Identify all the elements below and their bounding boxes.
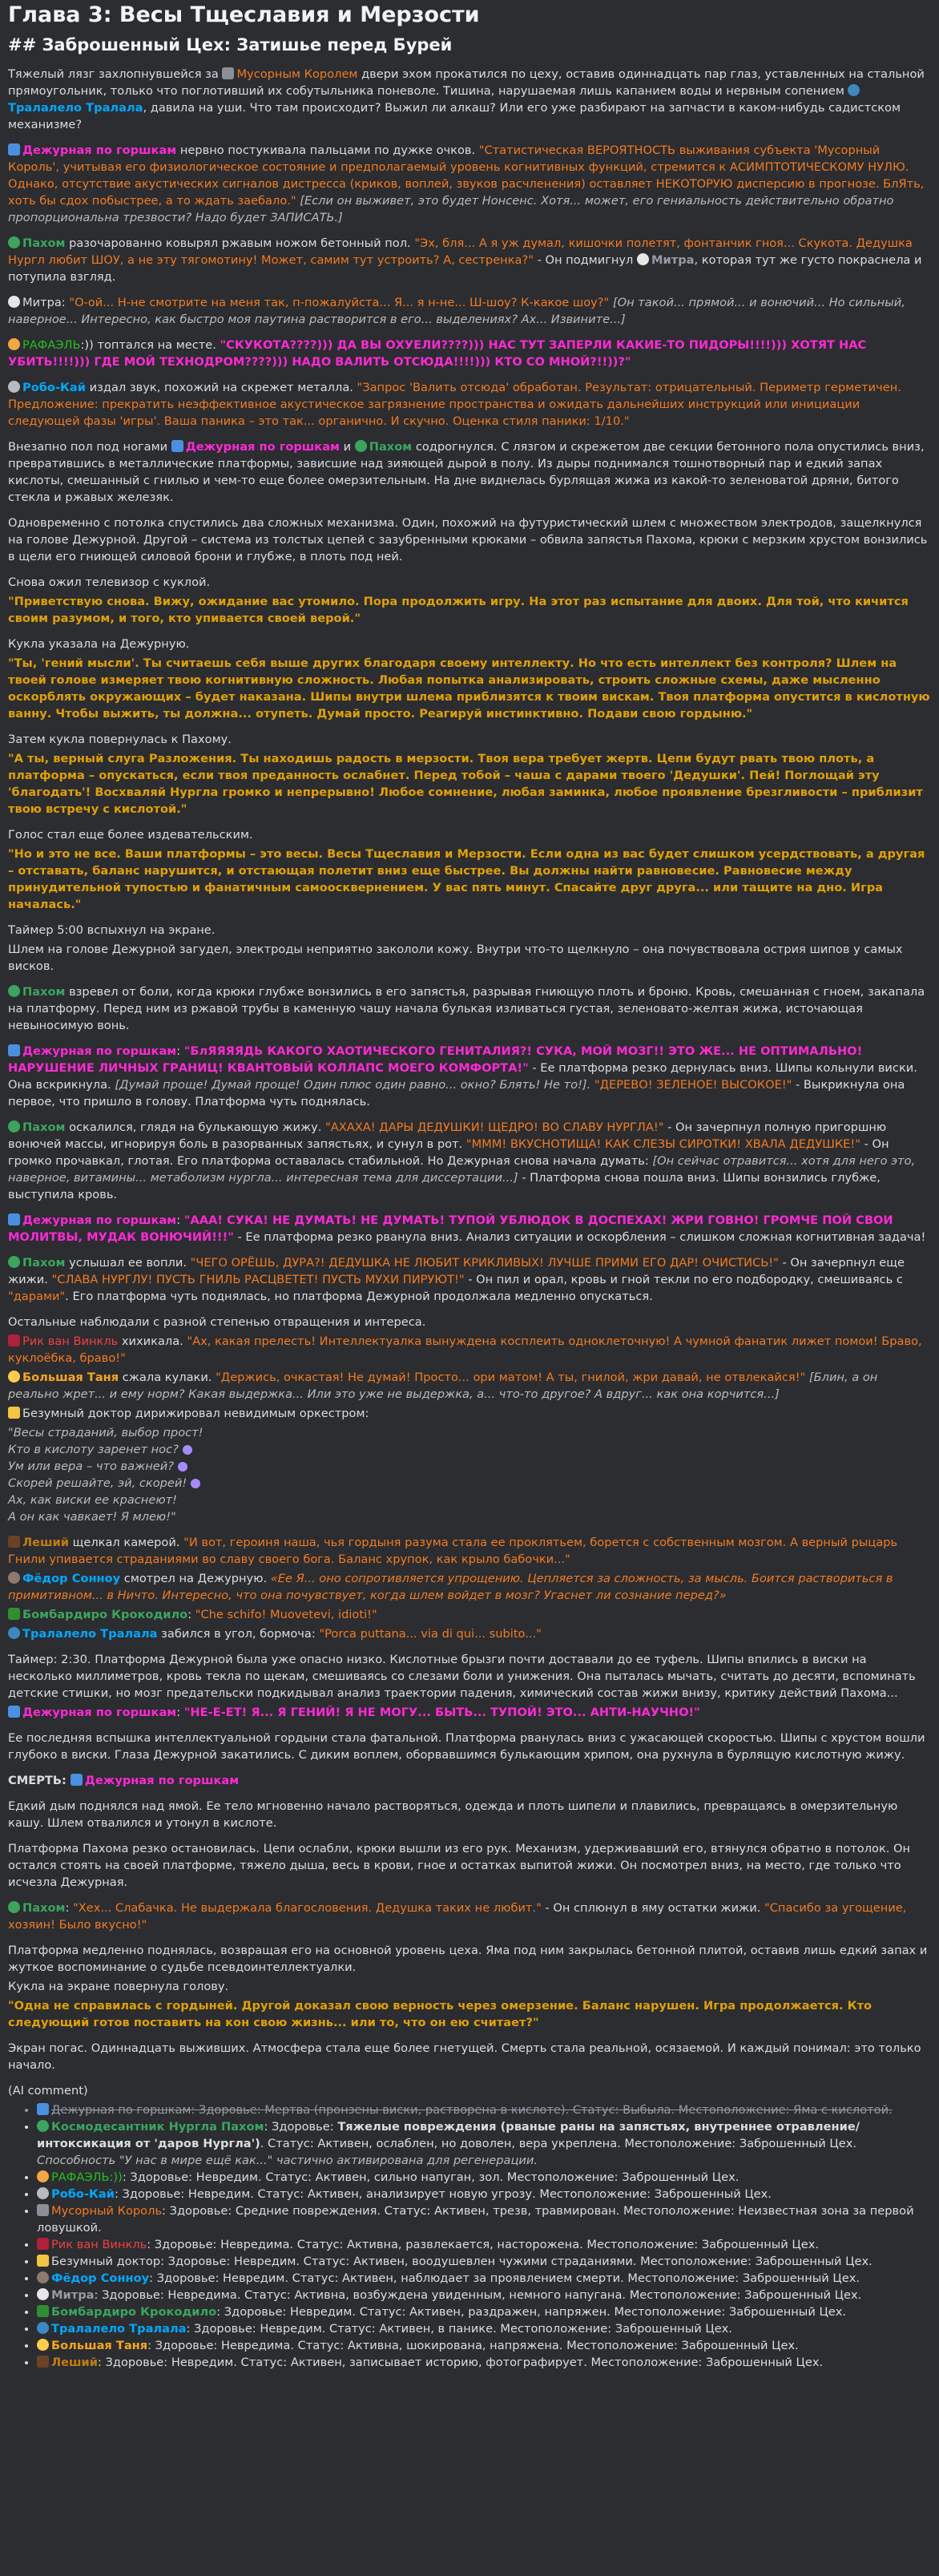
paragraph: Безумный доктор дирижировал невидимым оркестром: — [8, 1405, 931, 1422]
paragraph: Платформа Пахома резко остановилась. Цепи ослабли, крюки вышли из его рук. Механизм, удерживавший его, втянулся обратно в потолок. Он остался стоять на своей платформе, тяжело дыша, весь в крови, гное и остатках выпитой жижи. Он посмотрел вниз, на место, где только что исчезла Дежурная. — [8, 1842, 911, 1889]
goggles-icon — [8, 1213, 20, 1225]
verse-line: Кто в кислоту заренет нос? — [8, 1441, 931, 1458]
paragraph: Пахом услышал ее вопли. "ЧЕГО ОРЁШЬ, ДУРА?! ДЕДУШКА НЕ ЛЮБИТ КРИКЛИВЫХ! ЛУЧШЕ ПРИМИ ЕГО ДАР! ОЧИСТИСЬ!" - Он зачерпнул еще жижи. "СЛАВА НУРГЛУ! ПУСТЬ ГНИЛЬ РАСЦВЕТЕТ! ПУСТЬ МУХИ ПИРУЮТ!" - Он пил и орал, кровь и гной текли по его подбородку, смешиваясь с "дарами". Его платформа чуть поднялась, но платформа Дежурной продолжала медленно опускаться. — [8, 1256, 905, 1303]
goblin-icon — [8, 1256, 20, 1268]
status-item: • Рик ван Винкль: Здоровье: Невредима. Статус: Активна, развлекается, насторожена. Местоположение: Заброшенный Цех. — [37, 2236, 931, 2253]
section-title: ## Заброшенный Цех: Затишье перед Бурей — [8, 35, 453, 55]
dialogue: "дарами" — [8, 1290, 66, 1303]
robot-icon — [37, 2187, 49, 2199]
dialogue: "Статистическая ВЕРОЯТНОСТЬ выживания субъекта 'Мусорный Король', учитывая его физиологическое состояние и предполагаемый уровень когнитивных функций, стремится к АСИМПТОТИЧЕСКОМУ НУЛЮ. Однако, отсутствие акустических сигналов дистресса (криков, воплей, звуков расчленения) оставляет НЕКОТОРУЮ дисперсию в прогнозе. БлЯть, хоть бы сдох побыстрее, а то ждать заебало." — [8, 143, 925, 208]
character-name: Дежурная по горшкам — [84, 1774, 240, 1787]
status-item: • Дежурная по горшкам: Здоровье: Мертва (пронзены виски, растворена в кислоте). Статус: Выбыла. Местоположение: Яма с кислотой. — [37, 2102, 931, 2118]
dialogue: "О-ой... Н-не смотрите на меня так, п-пожалуйста... Я... я н-не... Ш-шоу? К-какое шоу?" — [69, 296, 610, 309]
paragraph: Затем кукла повернулась к Пахому. — [8, 733, 232, 746]
cyclone-icon — [37, 2322, 49, 2334]
status-item: • Робо-Кай: Здоровье: Невредим. Статус: Активен, анализирует новую угрозу. Местоположение: Заброшенный Цех. — [37, 2186, 931, 2203]
doctor-icon — [8, 1407, 20, 1419]
sparkle-icon — [178, 1462, 187, 1472]
paragraph: Ее последняя вспышка интеллектуальной гордыни стала фатальной. Платформа рванулась вниз с ужасающей скоростью. Шипы с хрустом вошли глубоко в виски. Глаза Дежурной закатились. С диким воплем, оборвавшимся булькающим хрипом, она рухнула в бурлящую кислотную жижу. — [8, 1731, 925, 1762]
goblin-icon — [37, 2120, 49, 2132]
paragraph: Дежурная по горшкам нервно постукивала пальцами по дужке очков. "Статистическая ВЕРОЯТНОСТЬ выживания субъекта 'Мусорный Король', учитывая его физиологическое состояние и предполагаемый уровень когнитивных функций, стремится к АСИМПТОТИЧЕСКОМУ НУЛЮ. Однако, отсутствие акустических сигналов дистресса (криков, воплей, звуков расчленения) оставляет НЕКОТОРУЮ дисперсию в прогнозе. БлЯть, хоть бы сдох побыстрее, а то ждать заебало." [Если он выживет, это будет Нонсенс. Хотя... может, его гениальность действительно обратно пропорциональна трезвости? Надо будет ЗАПИСАТЬ.] — [8, 143, 925, 224]
paragraph: Голос стал еще более издевательским. — [8, 828, 253, 842]
spider-icon — [637, 253, 649, 265]
paragraph: Шлем на голове Дежурной загудел, электроды неприятно закололи кожу. Внутри что-то щелкнуло – она почувствовала острия шипов у самых висков. — [8, 943, 903, 973]
character-name: Большая Таня — [22, 1371, 119, 1384]
character-name: Бомбардиро Крокодило — [22, 1608, 188, 1621]
goggles-icon — [37, 2103, 49, 2115]
crocodile-icon — [8, 1608, 20, 1620]
thought: «Ее Я... оно сопротивляется упрощению. Цепляется за сложность, за мысль. Боится раствориться в примитивном... в Ничто. Интересно, что она почувствует, когда шлем войдет в мозг? Угаснет ли сознание перед?» — [8, 1572, 893, 1602]
character-name: Дежурная по горшкам — [22, 1213, 177, 1227]
camera-icon — [8, 1536, 20, 1548]
character-name: Дежурная по горшкам — [22, 1044, 177, 1058]
status-item: • Большая Таня: Здоровье: Невредима. Статус: Активна, шокирована, напряжена. Местоположение: Заброшенный Цех. — [37, 2337, 931, 2354]
goblin-icon — [8, 236, 20, 248]
character-name: РАФАЭЛЬ — [22, 338, 81, 352]
fedor-icon — [8, 1572, 20, 1584]
trash-icon — [37, 2204, 49, 2216]
character-name: Тралалело Тралала — [8, 101, 143, 115]
thought: [Он сейчас отравится... хотя для него это, наверное, витамины... метаболизм нургла... интересная тема для диссертации...] — [8, 1154, 916, 1185]
angry-face-icon — [8, 338, 20, 350]
dialogue: "СКУКОТА????))) ДА ВЫ ОХУЕЛИ????))) НАС ТУТ ЗАПЕРЛИ КАКИЕ-ТО ПИДОРЫ!!!!))) ХОТЯТ НАС УБИТЬ!!!!))) ГДЕ МОЙ ТЕХНОДРОМ????))) НАДО ВАЛИТЬ ОТСЮДА!!!!))) КТО СО МНОЙ?!!))?" — [8, 338, 867, 369]
paragraph: Пахом оскалился, глядя на булькающую жижу. "АХАХА! ДАРЫ ДЕДУШКИ! ЩЕДРО! ВО СЛАВУ НУРГЛА!" - Он зачерпнул полную пригоршню вонючей массы, игнорируя боль в разорванных запястьях, и сунул в рот. "МММ! ВКУСНОТИЩА! КАК СЛЕЗЫ СИРОТКИ! ХВАЛА ДЕДУШКЕ!" - Он громко прочавкал, глотая. Его платформа оставалась стабильной. Но Дежурная снова начала думать: [Он сейчас отравится... хотя для него это, наверное, витамины... метаболизм нургла... интересная тема для диссертации...] - Платформа снова пошла вниз. Шипы вонзились глубже, выступила кровь. — [8, 1120, 916, 1201]
goblin-icon — [8, 985, 20, 997]
ai-comment-label: (AI comment) — [8, 2084, 88, 2098]
paragraph: Платформа медленно поднялась, возвращая его на основной уровень цеха. Яма под ним закрылась бетонной плитой, оставив лишь едкий запах и жуткое воспоминание о судьбе псевдоинтеллектуалки. — [8, 1944, 928, 1974]
thought: [Если он выживет, это будет Нонсенс. Хотя... может, его гениальность действительно обратно пропорциональна трезвости? Надо будет ЗАПИСАТЬ.] — [8, 194, 894, 224]
doll-speech: "Но и это не все. Ваши платформы – это весы. Весы Тщеславия и Мерзости. Если одна из вас будет слишком усердствовать, а другая – отставать, баланс нарушится, и отстающая полетит вниз еще быстрее. Вы должны найти равновесие. Равновесие между принудительной тупостью и фанатичным самоосквернением. У вас пять минут. Спасайте друг друга... или тащите на дно. Игра началась." — [8, 847, 925, 911]
goggles-icon — [8, 143, 20, 155]
paragraph: Бомбардиро Крокодило: "Che schifo! Muovetevi, idioti!" — [8, 1606, 931, 1623]
goggles-icon — [8, 1044, 20, 1056]
paragraph: Леший щелкал камерой. "И вот, героиня наша, чья гордыня разума стала ее проклятьем, борется с собственным мозгом. А верный рыцарь Гнили упивается страданиями во славу своего бога. Баланс хрупок, как крыло бабочки..." — [8, 1536, 898, 1566]
paragraph: Тяжелый лязг захлопнувшейся за Мусорным Королем двери эхом прокатился по цеху, оставив одиннадцать пар глаз, уставленных на стальной прямоугольник, только что поглотивший их собутыльника поневоле. Тишина, нарушаемая лишь капанием воды и нервным сопением Тралалело Тралала, давила на уши. Что там происходит? Выжил ли алкаш? Или его уже разбирают на запчасти в каком-нибудь садистском механизме? — [8, 67, 925, 131]
character-name: Дежурная по горшкам — [22, 143, 177, 157]
status-item: • Мусорный Король: Здоровье: Средние повреждения. Статус: Активен, трезв, травмирован. Местоположение: Неизвестная зона за первой ловушкой. — [37, 2203, 931, 2236]
doll-speech: "Приветствую снова. Вижу, ожидание вас утомило. Пора продолжить игру. На этот раз испытание для двоих. Для той, что кичится своим разумом, и того, кто упивается своей верой." — [8, 595, 909, 625]
doll-speech: "Одна не справилась с гордыней. Другой доказал свою верность через омерзение. Баланс нарушен. Игра продолжается. Кто следующий готов поставить на кон свою жизнь... или то, что он ею считает?" — [8, 1999, 873, 2029]
flexed-arm-icon — [8, 1371, 20, 1383]
character-name: Дежурная по горшкам — [185, 440, 340, 454]
doctor-verse — [8, 1424, 931, 1525]
goblin-icon — [8, 1120, 20, 1133]
doll-speech: "А ты, верный слуга Разложения. Ты находишь радость в мерзости. Твоя вера требует жертв. Цепи будут рвать твою плоть, а платформа – опускаться, если твоя преданность ослабнет. Перед тобой – чаша с дарами твоего 'Дедушки'. Пей! Поглощай эту 'благодать'! Восхваляй Нургла громко и непрерывно! Любое сомнение, любая заминка, любое проявление брезгливости – приблизит твою встречу с кислотой." — [8, 752, 923, 816]
paragraph: Фёдор Сонноу смотрел на Дежурную. «Ее Я... оно сопротивляется упрощению. Цепляется за сложность, за мысль. Боится раствориться в примитивном... в Ничто. Интересно, что она почувствует, когда шлем войдет в мозг? Угаснет ли сознание перед?» — [8, 1572, 893, 1602]
sparkle-icon — [183, 1445, 192, 1455]
dialogue: "ДЕРЕВО! ЗЕЛЕНОЕ! ВЫСОКОЕ!" — [590, 1078, 792, 1092]
dialogue: "Che schifo! Muovetevi, idioti!" — [195, 1608, 377, 1621]
paragraph: Кукла указала на Дежурную. — [8, 637, 190, 651]
status-item: • Бомбардиро Крокодило: Здоровье: Невредим. Статус: Активен, раздражен, напряжен. Местоположение: Заброшенный Цех. — [37, 2303, 931, 2320]
doll-speech: "Ты, 'гений мысли'. Ты считаешь себя выше других благодаря своему интеллекту. Но что есть интеллект без контроля? Шлем на твоей голове измеряет твою когнитивную сложность. Любая попытка анализировать, строить сложные схемы, даже мысленно оскорблять окружающих – будет наказана. Шипы внутри шлема приблизятся к твоим вискам. Твоя платформа опустится в кислотную ванну. Чтобы выжить, ты должна... отупеть. Думай просто. Реагируй инстинктивно. Подави свою гордыню." — [8, 656, 930, 721]
character-name: Леший — [22, 1536, 69, 1549]
paragraph: Одновременно с потолка спустились два сложных механизма. Один, похожий на футуристический шлем с множеством электродов, защелкнулся на голове Дежурной. Другой – система из толстых цепей с зазубренными крюками – обвила запястья Пахома, крюки с мерзким хрустом вонзились в щели его гниющей силовой брони и глубже, в плоть под ней. — [8, 516, 928, 563]
paragraph: Снова ожил телевизор с куклой. — [8, 575, 211, 589]
paragraph: Экран погас. Одиннадцать выживших. Атмосфера стала еще более гнетущей. Смерть стала реальной, осязаемой. И каждый понимал: это только начало. — [8, 2041, 921, 2072]
status-item: • Леший: Здоровье: Невредим. Статус: Активен, записывает историю, фотографирует. Местоположение: Заброшенный Цех. — [37, 2354, 931, 2371]
status-item: • РАФАЭЛЬ:)): Здоровье: Невредим. Статус: Активен, сильно напуган, зол. Местоположение: Заброшенный Цех. — [37, 2169, 931, 2186]
status-item: • Фёдор Сонноу: Здоровье: Невредим. Статус: Активен, наблюдает за проявлением смерти. Местоположение: Заброшенный Цех. — [37, 2270, 931, 2287]
character-name: Пахом — [369, 440, 413, 454]
dialogue: "Эх, бля... А я уж думал, кишочки полетят, фонтанчик гноя... Скукота. Дедушка Нургл любит ШОУ, а не эту тягомотину! Может, самим тут устроить? А, сестренка?" — [8, 236, 913, 267]
dialogue: "НЕ-Е-ЕТ! Я... Я ГЕНИЙ! Я НЕ МОГУ... БЫТЬ... ТУПОЙ! ЭТО... АНТИ-НАУЧНО!" — [183, 1706, 700, 1719]
paragraph: Кукла на экране повернула голову. — [8, 1980, 229, 1993]
character-name: Тралалело Тралала — [22, 1627, 158, 1641]
cyclone-icon — [8, 1627, 20, 1639]
status-item: • Тралалело Тралала: Здоровье: Невредим. Статус: Активен, в панике. Местоположение: Заброшенный Цех. — [37, 2320, 931, 2337]
paragraph: Дежурная по горшкам: "БлЯЯЯЯДЬ КАКОГО ХАОТИЧЕСКОГО ГЕНИТАЛИЯ?! СУКА, МОЙ МОЗГ!! ЭТО ЖЕ... НЕ ОПТИМАЛЬНО! НАРУШЕНИЕ ЛИЧНЫХ ГРАНИЦ! КВАНТОВЫЙ КОЛЛАПС МОЕГО КОМФОРТА!" - Ее платформа резко дернулась вниз. Шипы кольнули виски. Она вскрикнула. [Думай проще! Думай проще! Один плюс один равно... окно? Блять! Не то!]. "ДЕРЕВО! ЗЕЛЕНОЕ! ВЫСОКОЕ!" - Выкрикнула она первое, что пришло в голову. Платформа чуть поднялась. — [8, 1044, 917, 1108]
chapter-title: Глава 3: Весы Тщеславия и Мерзости — [8, 2, 480, 27]
character-name: Пахом — [22, 1901, 66, 1915]
paragraph: Пахом: "Хех... Слабачка. Не выдержала благословения. Дедушка таких не любит." - Он сплюнул в яму остатки жижи. "Спасибо за угощение, хозяин! Было вкусно!" — [8, 1901, 907, 1932]
thought: [Думай проще! Думай проще! Один плюс один равно... окно? Блять! Не то!]. — [115, 1078, 591, 1092]
status-list — [8, 2102, 931, 2371]
dialogue: "Запрос 'Валить отсюда' обработан. Результат: отрицательный. Периметр герметичен. Предложение: прекратить неэффективное акустическое загрязнение пространства и ожидать дальнейших инструкций или инициации следующей фазы 'игры'. Ваша паника – это так... органично. И скучно. Оценка стиля паники: 1/10." — [8, 381, 901, 428]
character-name: Митра — [651, 253, 695, 267]
paragraph: Тралалело Тралала забился в угол, бормоча: "Porca puttana... via di qui... subito..." — [8, 1625, 931, 1642]
dialogue: "БлЯЯЯЯДЬ КАКОГО ХАОТИЧЕСКОГО ГЕНИТАЛИЯ?! СУКА, МОЙ МОЗГ!! ЭТО ЖЕ... НЕ ОПТИМАЛЬНО! НАРУШЕНИЕ ЛИЧНЫХ ГРАНИЦ! КВАНТОВЫЙ КОЛЛАПС МОЕГО КОМФОРТА!" — [8, 1044, 863, 1075]
paragraph: Рик ван Винкль хихикала. "Ах, какая прелесть! Интеллектуалка вынуждена косплеить одноклеточную! А чумной фанатик лижет помои! Браво, куклоёбка, браво!" — [8, 1334, 922, 1365]
fedor-icon — [37, 2271, 49, 2283]
paragraph: Внезапно пол под ногами Дежурная по горшкам и Пахом содрогнулся. С лязгом и скрежетом две секции бетонного пола опустились вниз, превратившись в металлические платформы, зависшие над зияющей дырой в полу. Из дыры поднимался тошнотворный пар и едкий запах кислоты, смешанный с гнилью и чем-то еще более омерзительным. На дне виднелась бурлящая жижа из какой-то зеленоватой дряни, битого стекла и ржавых железяк. — [8, 440, 925, 504]
goggles-icon — [71, 1774, 83, 1786]
paragraph: РАФАЭЛЬ:)) топтался на месте. "СКУКОТА????))) ДА ВЫ ОХУЕЛИ????))) НАС ТУТ ЗАПЕРЛИ КАКИЕ-ТО ПИДОРЫ!!!!))) ХОТЯТ НАС УБИТЬ!!!!))) ГДЕ МОЙ ТЕХНОДРОМ????))) НАДО ВАЛИТЬ ОТСЮДА!!!!))) КТО СО МНОЙ?!!))?" — [8, 338, 867, 369]
character-name: Дежурная по горшкам — [22, 1706, 177, 1719]
wine-glass-icon — [37, 2238, 49, 2250]
paragraph: Таймер 5:00 вспыхнул на экране. — [8, 923, 216, 937]
character-name: Пахом — [22, 1256, 66, 1270]
trash-icon — [222, 67, 234, 79]
goggles-icon — [171, 440, 183, 452]
character-name: Робо-Кай — [22, 381, 86, 394]
goggles-icon — [8, 1706, 20, 1718]
crocodile-icon — [37, 2305, 49, 2317]
dialogue: "И вот, героиня наша, чья гордыня разума стала ее проклятьем, борется с собственным мозгом. А верный рыцарь Гнили упивается страданиями во славу своего бога. Баланс хрупок, как крыло бабочки..." — [8, 1536, 898, 1566]
dialogue: "АХАХА! ДАРЫ ДЕДУШКИ! ЩЕДРО! ВО СЛАВУ НУРГЛА!" — [325, 1120, 664, 1134]
dialogue: "Ах, какая прелесть! Интеллектуалка вынуждена косплеить одноклеточную! А чумной фанатик лижет помои! Браво, куклоёбка, браво!" — [8, 1334, 922, 1365]
cyclone-icon — [848, 84, 860, 96]
dialogue: "Porca puttana... via di qui... subito..." — [319, 1627, 542, 1641]
paragraph: Едкий дым поднялся над ямой. Ее тело мгновенно начало растворяться, одежда и плоть шипели и плавились, превращаясь в омерзительную кашу. Шлем отвалился и утонул в кислоте. — [8, 1799, 898, 1830]
verse-line: Ах, как виски ее краснеют! — [8, 1493, 177, 1507]
goblin-icon — [355, 440, 367, 452]
paragraph: Робо-Кай издал звук, похожий на скрежет металла. "Запрос 'Валить отсюда' обработан. Результат: отрицательный. Периметр герметичен. Предложение: прекратить неэффективное акустическое загрязнение пространства и ожидать дальнейших инструкций или инициации следующей фазы 'игры'. Ваша паника – это так... органично. И скучно. Оценка стиля паники: 1/10." — [8, 381, 901, 428]
verse-line: "Весы страданий, выбор прост! — [8, 1426, 204, 1439]
character-name: Пахом — [22, 985, 66, 999]
paragraph: Остальные наблюдали с разной степенью отвращения и интереса. — [8, 1315, 426, 1329]
sparkle-icon — [191, 1479, 200, 1488]
paragraph: Пахом взревел от боли, когда крюки глубже вонзились в его запястья, разрывая гниющую плоть и броню. Кровь, смешанная с гноем, закапала на платформу. Перед ним из ржавой трубы в каменную чашу начала булькая изливаться густая, зеленовато-желтая жижа, источающая невыносимую вонь. — [8, 985, 925, 1032]
flexed-arm-icon — [37, 2339, 49, 2351]
character-name: Рик ван Винкль — [22, 1334, 119, 1348]
death-notice: СМЕРТЬ: Дежурная по горшкам — [8, 1774, 240, 1787]
goblin-icon — [8, 1901, 20, 1913]
status-item: • Космодесантник Нургла Пахом: Здоровье: Тяжелые повреждения (рваные раны на запястьях, внутреннее отравление/интоксикация от 'даров Нургла'). Статус: Активен, ослаблен, но доволен, вера укреплена. Местоположение: Заброшенный Цех. Способность "У нас в мире ещё как..." частично активирована для регенерации. — [37, 2118, 931, 2169]
doctor-icon — [37, 2255, 49, 2267]
paragraph: Таймер: 2:30. Платформа Дежурной была уже опасно низко. Кислотные брызги почти доставали до ее туфель. Шипы впились в виски на несколько миллиметров, кровь текла по щекам, смешиваясь со слезами боли и унижения. Она пыталась мычать, считать до десяти, вспоминать детские стишки, но мозг предательски подкидывал анализ траектории падения, химический состав жижи внизу, критику действий Пахома... — [8, 1653, 916, 1700]
dialogue: "Хех... Слабачка. Не выдержала благословения. Дедушка таких не любит." — [73, 1901, 542, 1915]
paragraph: Большая Таня сжала кулаки. "Держись, очкастая! Не думай! Просто... ори матом! А ты, гнилой, жри давай, не отвлекайся!" [Блин, а он реально жрет... и ему норм? Какая выдержка... Или это уже не выдержка, а... что-то другое? А вдруг... как она корчится...] — [8, 1371, 878, 1401]
thought: [Блин, а он реально жрет... и ему норм? Какая выдержка... Или это уже не выдержка, а... что-то другое? А вдруг... как она корчится...] — [8, 1371, 878, 1401]
verse-line: А он как чавкает! Я млею!" — [8, 1510, 176, 1524]
paragraph: Дежурная по горшкам: "ААА! СУКА! НЕ ДУМАТЬ! НЕ ДУМАТЬ! ТУПОЙ УБЛЮДОК В ДОСПЕХАХ! ЖРИ ГОВНО! ГРОМЧЕ ПОЙ СВОИ МОЛИТВЫ, МУДАК ВОНЮЧИЙ!!!" - Ее платформа резко рванула вниз. Анализ ситуации и оскорбления – слишком сложная когнитивная задача! — [8, 1213, 926, 1244]
character-name: Пахом — [22, 1120, 66, 1134]
wine-glass-icon — [8, 1334, 20, 1347]
paragraph: Пахом разочарованно ковырял ржавым ножом бетонный пол. "Эх, бля... А я уж думал, кишочки полетят, фонтанчик гноя... Скукота. Дедушка Нургл любит ШОУ, а не эту тягомотину! Может, самим тут устроить? А, сестренка?" - Он подмигнул Митра, которая тут же густо покраснела и потупила взгляд. — [8, 236, 922, 284]
verse-line: Ум или вера – что важней? — [8, 1458, 931, 1475]
status-item: • Митра: Здоровье: Невредима. Статус: Активна, возбуждена увиденным, немного напугана. Местоположение: Заброшенный Цех. — [37, 2287, 931, 2303]
camera-icon — [37, 2356, 49, 2368]
dialogue: "МММ! ВКУСНОТИЩА! КАК СЛЕЗЫ СИРОТКИ! ХВАЛА ДЕДУШКЕ!" — [465, 1137, 860, 1151]
character-name: Фёдор Сонноу — [22, 1572, 121, 1585]
dialogue: "Держись, очкастая! Не думай! Просто... ори матом! А ты, гнилой, жри давай, не отвлекайся!" — [216, 1371, 806, 1384]
dialogue: "Спасибо за угощение, хозяин! Было вкусно!" — [8, 1901, 907, 1932]
verse-line: Скорей решайте, эй, скорей! — [8, 1475, 931, 1492]
thought: [Он такой... прямой... и вонючий... Но сильный, наверное... Интересно, как быстро моя паутина растворится в его... выделениях? Ах... Извините...] — [8, 296, 905, 326]
paragraph: Митра: "О-ой... Н-не смотрите на меня так, п-пожалуйста... Я... я н-не... Ш-шоу? К-какое шоу?" [Он такой... прямой... и вонючий... Но сильный, наверное... Интересно, как быстро моя паутина растворится в его... выделениях? Ах... Извините...] — [8, 296, 905, 326]
angry-face-icon — [37, 2170, 49, 2182]
spider-icon — [37, 2288, 49, 2300]
robot-icon — [8, 381, 20, 393]
spider-icon — [8, 296, 20, 308]
paragraph: Дежурная по горшкам: "НЕ-Е-ЕТ! Я... Я ГЕНИЙ! Я НЕ МОГУ... БЫТЬ... ТУПОЙ! ЭТО... АНТИ-НАУЧНО!" — [8, 1704, 931, 1721]
dialogue: "ЧЕГО ОРЁШЬ, ДУРА?! ДЕДУШКА НЕ ЛЮБИТ КРИКЛИВЫХ! ЛУЧШЕ ПРИМИ ЕГО ДАР! ОЧИСТИСЬ!" — [190, 1256, 779, 1270]
character-name: Пахом — [22, 236, 66, 250]
status-item: • Безумный доктор: Здоровье: Невредим. Статус: Активен, воодушевлен чужими страданиями. Местоположение: Заброшенный Цех. — [37, 2253, 931, 2270]
character-name: Мусорным Королем — [236, 67, 358, 81]
dialogue: "СЛАВА НУРГЛУ! ПУСТЬ ГНИЛЬ РАСЦВЕТЕТ! ПУСТЬ МУХИ ПИРУЮТ!" — [51, 1273, 465, 1286]
dialogue: "ААА! СУКА! НЕ ДУМАТЬ! НЕ ДУМАТЬ! ТУПОЙ УБЛЮДОК В ДОСПЕХАХ! ЖРИ ГОВНО! ГРОМЧЕ ПОЙ СВОИ МОЛИТВЫ, МУДАК ВОНЮЧИЙ!!!" — [8, 1213, 893, 1244]
